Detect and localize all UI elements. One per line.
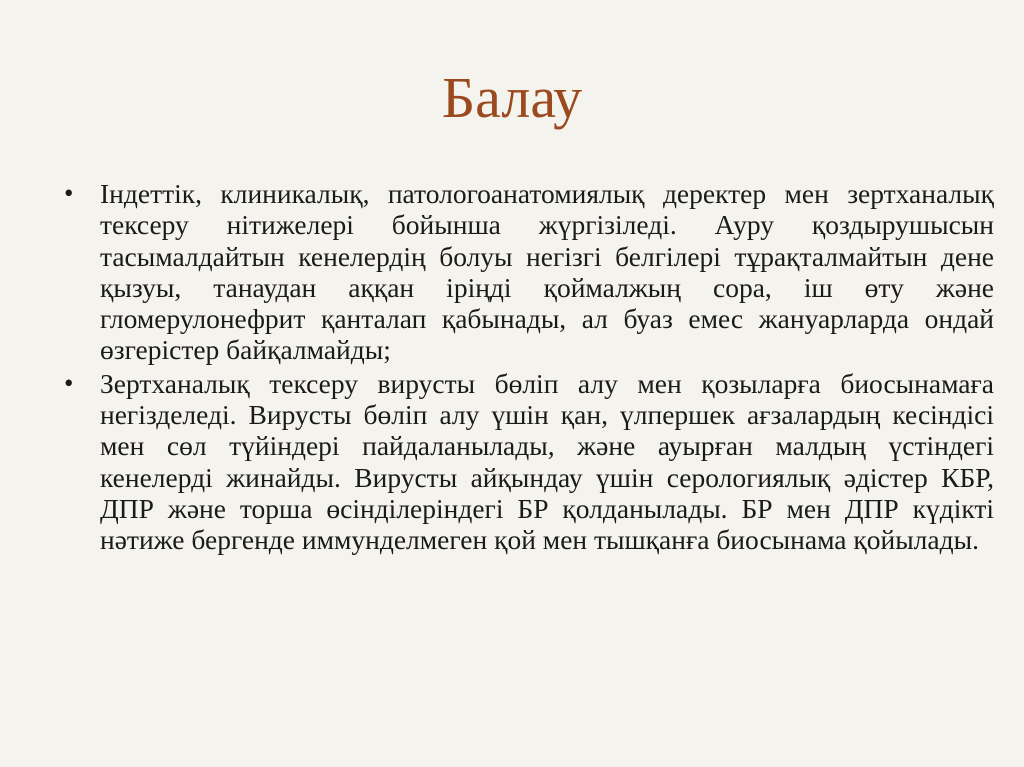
bullet-marker: •	[64, 178, 74, 208]
bullet-item-lab-testing	[58, 368, 994, 556]
slide-title: Балау	[441, 65, 583, 130]
bullet-text: Зертханалық тексеру вирусты бөліп алу мен қозыларға биосынамаға негізделеді. Вирусты бөліп алу үшін қан, үлпершек ағзалардың кесіндісі мен сөл түйіндері пайдаланылады, және ауырған малдың үстіндегі кенелерді жинайды. Вирусты айқындау үшін серологиялық әдістер КБР, ДПР және торша өсінділеріндегі БР қолданылады. БР мен ДПР күдікті нәтиже бергенде иммунделмеген қой мен тышқанға биосынама қойылады.	[100, 367, 994, 556]
bullet-item-diagnosis-data	[58, 178, 994, 366]
bullet-text: Індеттік, клиникалық, патологоанатомиялық деректер мен зертханалық тексеру нітижелері бойынша жүргізіледі. Ауру қоздырушысын тасымалдайтын кенелердің болуы негізгі белгілері тұрақталмайтын дене қызуы, танаудан аққан іріңді қоймалжың сора, іш өту және гломерулонефрит қанталап қабынады, ал буаз емес жануарларда ондай өзгерістер байқалмайды;	[100, 178, 994, 366]
bullet-marker: •	[64, 367, 74, 398]
bullet-list	[58, 178, 994, 558]
